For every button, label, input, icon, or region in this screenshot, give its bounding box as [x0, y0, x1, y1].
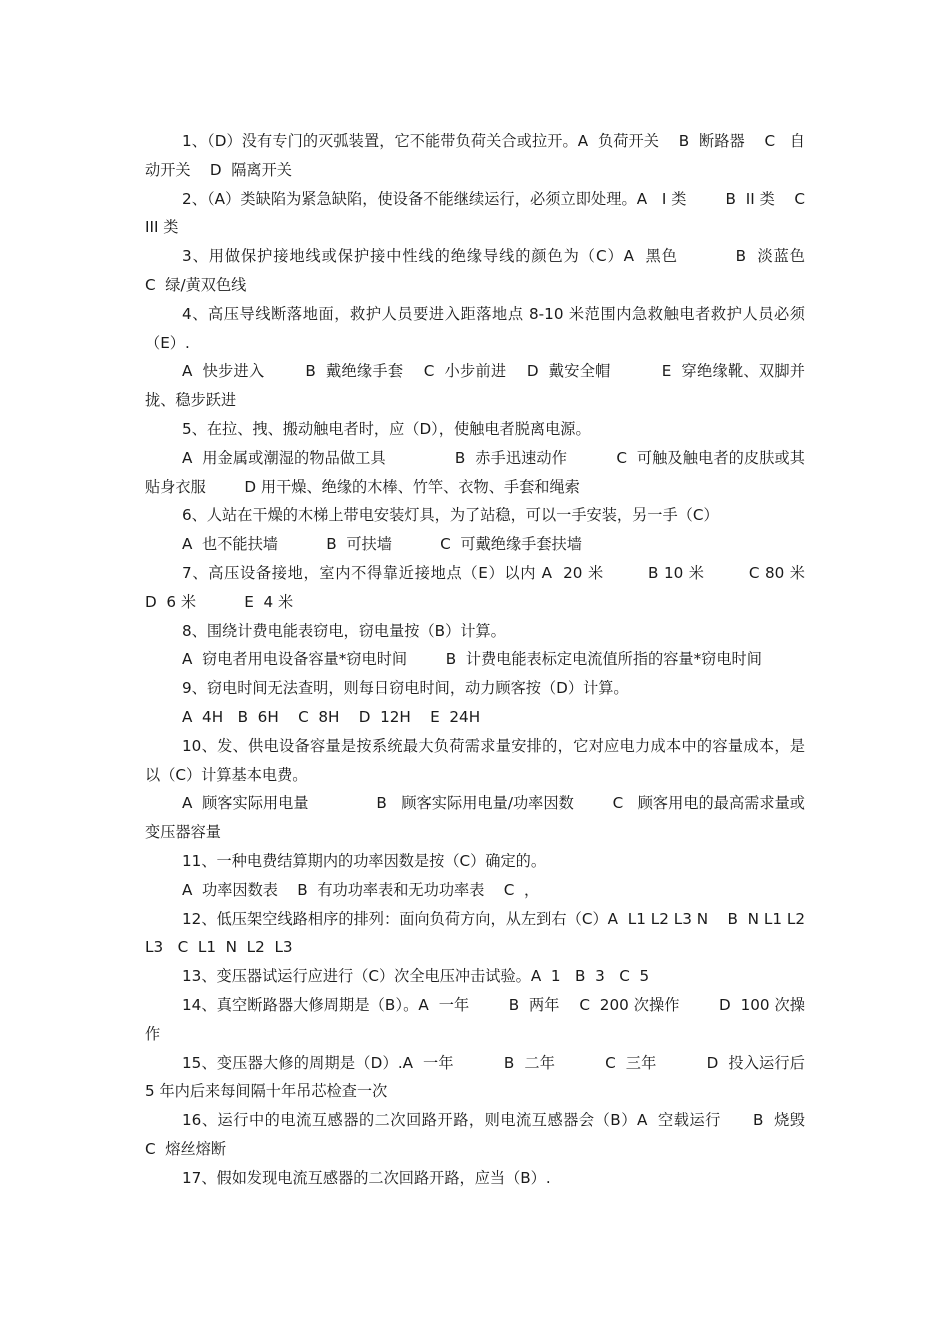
question-6: 6、人站在干燥的木梯上带电安装灯具，为了站稳，可以一手安装，另一手（C） [182, 506, 719, 525]
question-13: 13、变压器试运行应进行（C）次全电压冲击试验。A 1 B 3 C 5 [182, 967, 650, 986]
question-8: 8、围绕计费电能表窃电，窃电量按（B）计算。 [182, 621, 506, 640]
question-7: 7、高压设备接地，室内不得靠近接地点（E）以内 A 20 米 B 10 米 C 80 米 D 6 米 E 4 米 [145, 563, 854, 611]
question-4: 4、高压导线断落地面，救护人员要进入距落地点 8-10 米范围内急救触电者救护人员必须（E）. [145, 304, 805, 352]
question-1: 1、（D）没有专门的灭弧装置，它不能带负荷关合或拉开。A 负荷开关 B 断路器 C 自动开关 D 隔离开关 [145, 132, 805, 179]
question-9: 9、窃电时间无法查明，则每日窃电时间，动力顾客按（D）计算。 [182, 679, 629, 698]
question-10: 10、发、供电设备容量是按系统最大负荷需求量安排的，它对应电力成本中的容量成本，是以（C）计算基本电费。 [145, 736, 805, 784]
question-6-options: A 也不能扶墙 B 可扶墙 C 可戴绝缘手套扶墙 [182, 535, 582, 554]
question-17: 17、假如发现电流互感器的二次回路开路，应当（B）. [182, 1168, 551, 1187]
question-5-options: A 用金属或潮湿的物品做工具 B 赤手迅速动作 C 可触及触电者的皮肤或其贴身衣服 D 用干燥、绝缘的木棒、竹竿、衣物、手套和绳索 [145, 448, 805, 496]
question-14: 14、真空断路器大修周期是（B）。A 一年 B 两年 C 200 次操作 D 100 次操作 [145, 995, 805, 1043]
question-9-options: A 4H B 6H C 8H D 12H E 24H [182, 707, 481, 726]
document-page [145, 127, 854, 1192]
question-12: 12、低压架空线路相序的排列：面向负荷方向，从左到右（C）A L1 L2 L3 N B N L1 L2 L3 C L1 N L2 L3 [145, 909, 810, 957]
question-2: 2、（A）类缺陷为紧急缺陷，使设备不能继续运行，必须立即处理。A I 类 B II 类 C III 类 [145, 189, 815, 237]
question-3: 3、用做保护接地线或保护接中性线的绝缘导线的颜色为（C）A 黑色 B 淡蓝色 C 绿/黄双色线 [145, 247, 854, 294]
question-11-options: A 功率因数表 B 有功功率表和无功功率表 C ， [182, 880, 540, 899]
question-16: 16、运行中的电流互感器的二次回路开路，则电流互感器会（B）A 空载运行 B 烧毁 C 熔丝熔断 [145, 1111, 844, 1158]
question-15: 15、变压器大修的周期是（D）.A 一年 B 二年 C 三年 D 投入运行后 5 年内后来每间隔十年吊芯检查一次 [145, 1053, 810, 1101]
question-8-options: A 窃电者用电设备容量*窃电时间 B 计费电能表标定电流值所指的容量*窃电时间 [182, 650, 762, 669]
question-4-options: A 快步进入 B 戴绝缘手套 C 小步前进 D 戴安全帽 E 穿绝缘靴、双脚并拢、稳步跃进 [145, 362, 805, 410]
question-11: 11、一种电费结算期内的功率因数是按（C）确定的。 [182, 851, 547, 870]
question-10-options: A 顾客实际用电量 B 顾客实际用电量/功率因数 C 顾客用电的最高需求量或变压器容量 [145, 794, 805, 842]
question-5: 5、在拉、拽、搬动触电者时，应（D），使触电者脱离电源。 [182, 419, 591, 438]
